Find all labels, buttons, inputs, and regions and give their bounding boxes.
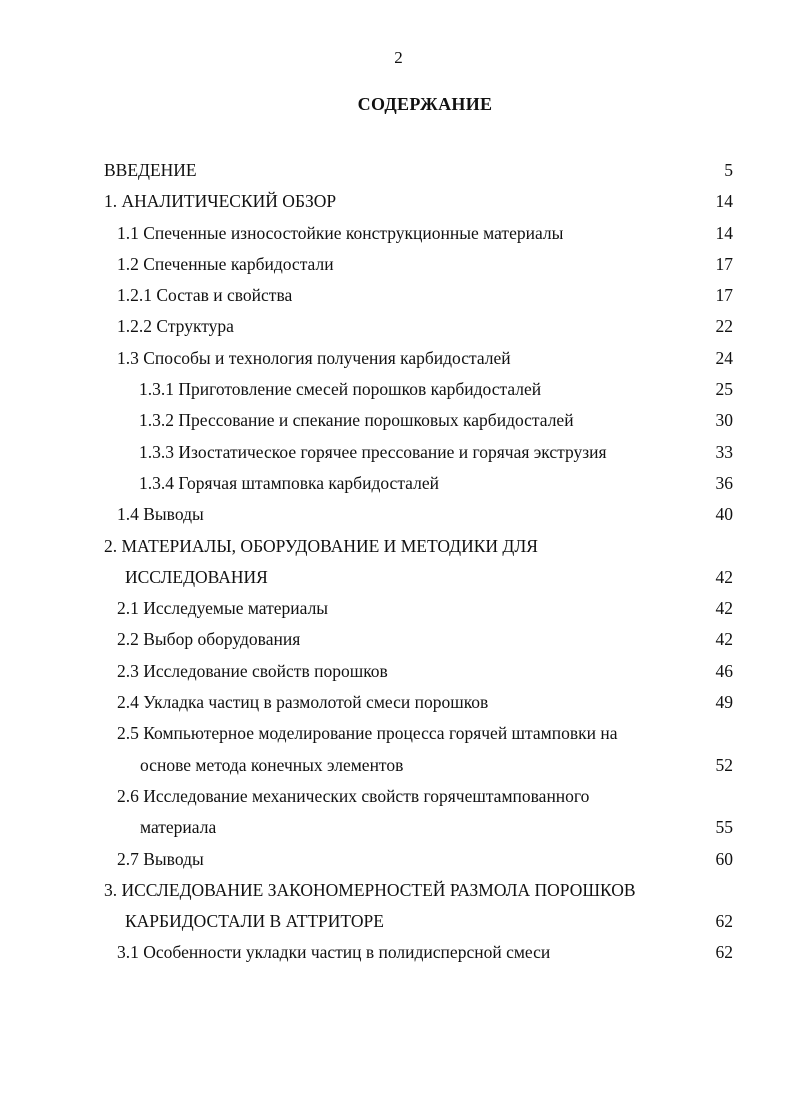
toc-entry-text: 1.3.4 Горячая штамповка карбидосталей — [139, 472, 439, 493]
toc-entry-text: 2.1 Исследуемые материалы — [117, 598, 329, 619]
toc-entry-page: 36 — [715, 472, 733, 493]
toc-entry-page: 42 — [715, 598, 733, 619]
toc-entry-page: 40 — [715, 504, 733, 525]
toc-entry-page: 42 — [715, 629, 733, 650]
toc-entry-chapter-3-cont — [0, 906, 797, 937]
toc-entry-chapter-3 — [0, 875, 797, 906]
toc-entry-2-6 — [0, 781, 797, 812]
toc-entry-text: 1.2.2 Структура — [117, 316, 234, 337]
toc-entry-page: 62 — [715, 942, 733, 963]
toc-entry-page: 42 — [715, 566, 733, 587]
toc-entry-text: 2.3 Исследование свойств порошков — [117, 660, 388, 681]
toc-entry-2-5-cont — [0, 750, 797, 781]
table-of-contents — [0, 155, 797, 969]
toc-entry-chapter-1 — [0, 186, 797, 217]
toc-title: СОДЕРЖАНИЕ — [357, 94, 493, 114]
toc-entry-1-3 — [0, 343, 797, 374]
toc-entry-page: 17 — [715, 285, 733, 306]
toc-entry-page: 62 — [715, 911, 733, 932]
toc-entry-1-4 — [0, 499, 797, 530]
toc-entry-page: 30 — [715, 410, 733, 431]
toc-entry-1-2 — [0, 249, 797, 280]
toc-entry-text: 3. ИССЛЕДОВАНИЕ ЗАКОНОМЕРНОСТЕЙ РАЗМОЛА ПОРОШКОВ — [104, 879, 636, 900]
toc-entry-text: 3.1 Особенности укладки частиц в полидисперсной смеси — [117, 942, 551, 963]
toc-entry-text: 2.5 Компьютерное моделирование процесса горячей штамповки на — [117, 723, 618, 744]
toc-entry-page: 5 — [724, 160, 733, 180]
toc-entry-page: 33 — [715, 441, 733, 462]
toc-entry-text: материала — [140, 817, 217, 838]
toc-entry-2-6-cont — [0, 812, 797, 843]
toc-entry-chapter-2 — [0, 531, 797, 562]
toc-entry-text: 2.7 Выводы — [117, 848, 204, 869]
toc-entry-1-1 — [0, 218, 797, 249]
toc-entry-2-4 — [0, 687, 797, 718]
toc-entry-2-2 — [0, 624, 797, 655]
toc-entry-1-3-3 — [0, 437, 797, 468]
page-number: 2 — [394, 48, 403, 67]
toc-entry-page: 52 — [715, 754, 733, 775]
toc-entry-page: 14 — [715, 191, 733, 212]
toc-entry-text: 1.3 Способы и технология получения карбидосталей — [117, 347, 511, 368]
toc-entry-text: 2.4 Укладка частиц в размолотой смеси порошков — [117, 692, 489, 713]
toc-entry-2-1 — [0, 593, 797, 624]
toc-entry-2-7 — [0, 844, 797, 875]
toc-entry-text: 1.3.1 Приготовление смесей порошков карбидосталей — [139, 379, 542, 400]
toc-entry-chapter-2-cont — [0, 562, 797, 593]
toc-entry-text: ИССЛЕДОВАНИЯ — [125, 566, 268, 587]
toc-entry-text: 1.3.2 Прессование и спекание порошковых карбидосталей — [139, 410, 574, 431]
toc-entry-page: 14 — [715, 222, 733, 243]
toc-entry-text: 1.2.1 Состав и свойства — [117, 285, 293, 306]
toc-entry-2-3 — [0, 656, 797, 687]
toc-entry-page: 22 — [715, 316, 733, 337]
toc-entry-page: 55 — [715, 817, 733, 838]
toc-entry-page: 60 — [715, 848, 733, 869]
toc-entry-page: 49 — [715, 692, 733, 713]
toc-entry-introduction — [0, 155, 797, 186]
toc-entry-page: 24 — [715, 347, 733, 368]
toc-entry-text: 1.4 Выводы — [117, 504, 204, 525]
toc-entry-text: 1. АНАЛИТИЧЕСКИЙ ОБЗОР — [104, 191, 337, 212]
toc-entry-page: 17 — [715, 253, 733, 274]
toc-entry-text: 1.3.3 Изостатическое горячее прессование и горячая экструзия — [139, 441, 607, 462]
toc-entry-1-3-2 — [0, 405, 797, 436]
toc-entry-1-3-1 — [0, 374, 797, 405]
toc-entry-text: 2. МАТЕРИАЛЫ, ОБОРУДОВАНИЕ И МЕТОДИКИ ДЛЯ — [104, 535, 538, 556]
toc-entry-1-2-1 — [0, 280, 797, 311]
toc-entry-3-1 — [0, 937, 797, 968]
toc-entry-1-3-4 — [0, 468, 797, 499]
toc-entry-text: КАРБИДОСТАЛИ В АТТРИТОРЕ — [125, 911, 384, 932]
toc-entry-text: основе метода конечных элементов — [140, 754, 404, 775]
toc-entry-text: 2.2 Выбор оборудования — [117, 629, 301, 650]
toc-entry-page: 25 — [715, 379, 733, 400]
toc-entry-text: 2.6 Исследование механических свойств горячештампованного — [117, 785, 590, 806]
toc-entry-2-5 — [0, 718, 797, 749]
toc-entry-1-2-2 — [0, 311, 797, 342]
toc-entry-text: 1.1 Спеченные износостойкие конструкционные материалы — [117, 222, 564, 243]
toc-entry-text: 1.2 Спеченные карбидостали — [117, 253, 334, 274]
toc-entry-text: ВВЕДЕНИЕ — [104, 160, 197, 180]
toc-entry-page: 46 — [715, 660, 733, 681]
